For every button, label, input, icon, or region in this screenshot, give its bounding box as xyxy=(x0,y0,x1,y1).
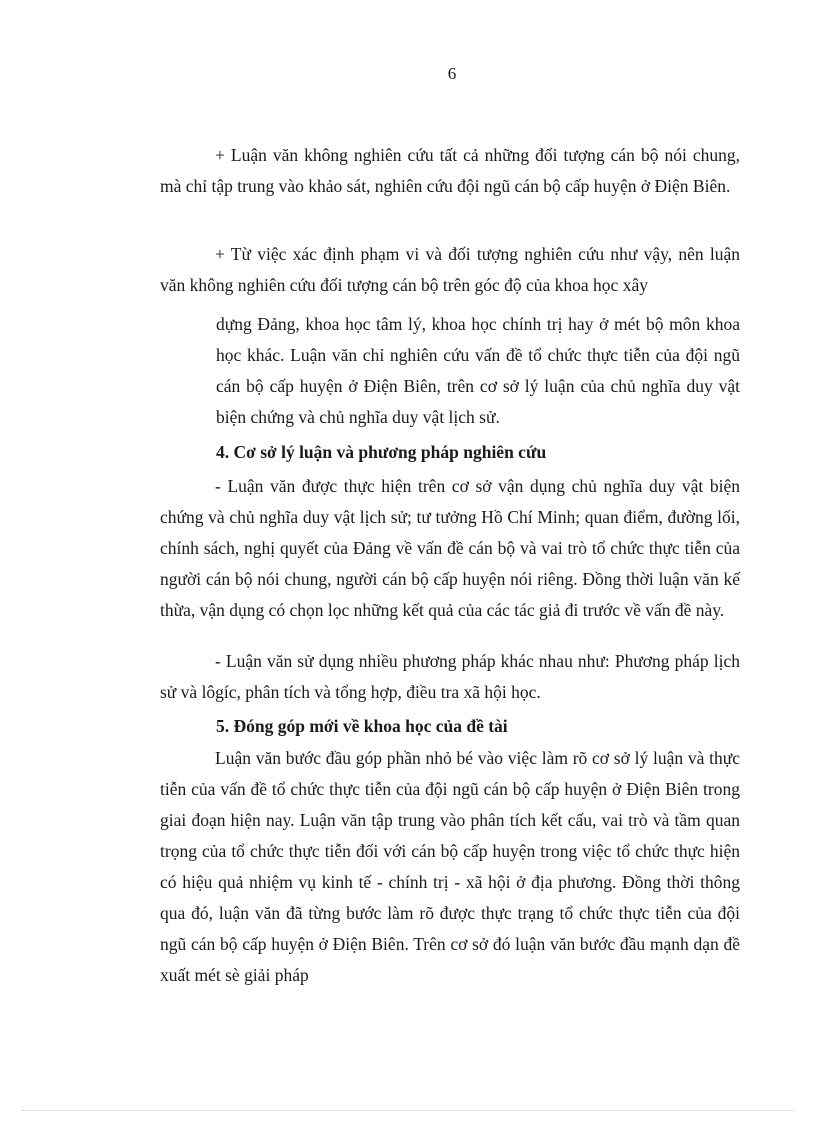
section-heading-4: 4. Cơ sở lý luận và phương pháp nghiên cứu xyxy=(216,442,547,462)
page-bottom-divider xyxy=(22,1110,794,1111)
page-number: 6 xyxy=(447,64,457,83)
paragraph-methodology-2: - Luận văn sử dụng nhiều phương pháp khác nhau như: Phương pháp lịch sử và lôgíc, phân tích và tổng hợp, điều tra xã hội học. xyxy=(160,651,740,702)
section-heading-5: 5. Đóng góp mới về khoa học của đề tài xyxy=(216,716,508,736)
paragraph-methodology-1: - Luận văn được thực hiện trên cơ sở vận dụng chủ nghĩa duy vật biện chứng và chủ nghĩa duy vật lịch sử; tư tưởng Hồ Chí Minh; quan điểm, đường lối, chính sách, nghị quyết của Đảng về vấn đề cán bộ và vai trò tổ chức thực tiễn của người cán bộ nói chung, người cán bộ cấp huyện nói riêng. Đồng thời luận văn kế thừa, vận dụng có chọn lọc những kết quả của các tác giả đi trước về vấn đề này. xyxy=(160,476,740,620)
paragraph-contribution: Luận văn bước đầu góp phần nhỏ bé vào việc làm rõ cơ sở lý luận và thực tiễn của vấn đề tổ chức thực tiễn của đội ngũ cán bộ cấp huyện ở Điện Biên trong giai đoạn hiện nay. Luận văn tập trung vào phân tích kết cấu, vai trò và tầm quan trọng của tổ chức thực tiễn đối với cán bộ cấp huyện trong việc tổ chức thực hiện có hiệu quả nhiệm vụ kinh tế - chính trị - xã hội ở địa phương. Đồng thời thông qua đó, luận văn đã từng bước làm rõ được thực trạng tổ chức thực tiễn của đội ngũ cán bộ cấp huyện ở Điện Biên. Trên cơ sở đó luận văn bước đầu mạnh dạn đề xuất mét sè giải pháp xyxy=(160,748,740,985)
paragraph-scope-1: + Luận văn không nghiên cứu tất cả những đối tượng cán bộ nói chung, mà chỉ tập trung vào khảo sát, nghiên cứu đội ngũ cán bộ cấp huyện ở Điện Biên. xyxy=(160,145,740,196)
paragraph-scope-3: dựng Đảng, khoa học tâm lý, khoa học chính trị hay ở mét bộ môn khoa học khác. Luận văn chỉ nghiên cứu vấn đề tổ chức thực tiễn của đội ngũ cán bộ cấp huyện ở Điện Biên, trên cơ sở lý luận của chủ nghĩa duy vật biện chứng và chủ nghĩa duy vật lịch sử. xyxy=(216,314,740,427)
paragraph-scope-2: + Từ việc xác định phạm vi và đối tượng nghiên cứu như vậy, nên luận văn không nghiên cứu đối tượng cán bộ trên góc độ của khoa học xây xyxy=(160,244,740,295)
